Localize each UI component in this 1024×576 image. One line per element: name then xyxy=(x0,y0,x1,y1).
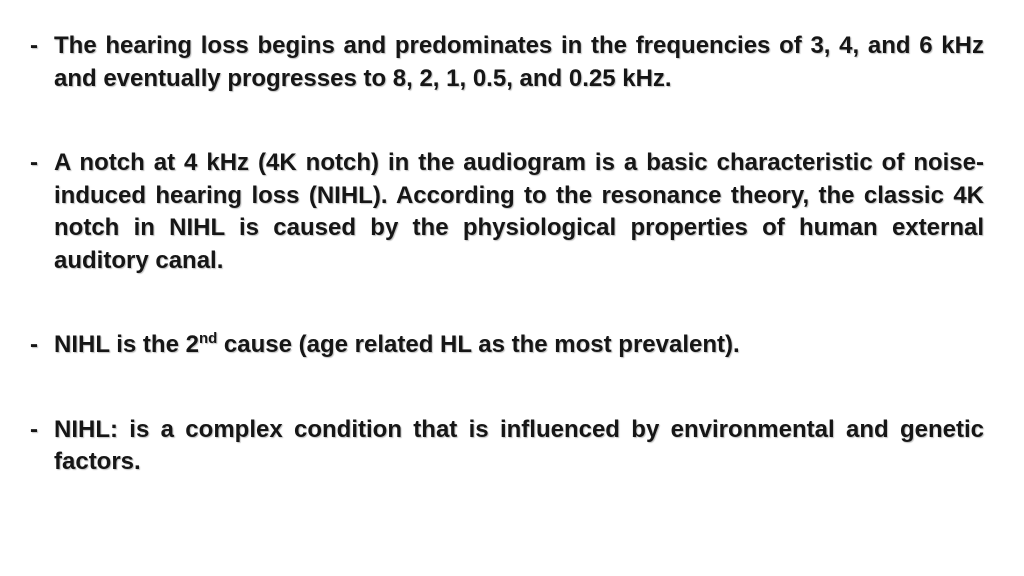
bullet-marker: - xyxy=(30,331,38,358)
bullet-text: A notch at 4 kHz (4K notch) in the audiogram is a basic characteristic of noise-induced hearing loss (NIHL). According to the resonance theory, the classic 4K notch in NIHL is caused by the physiological properties of human external auditory canal. xyxy=(54,149,984,274)
bullet-4k-notch xyxy=(30,147,984,277)
bullet-text: The hearing loss begins and predominates in the frequencies of 3, 4, and 6 kHz and eventually progresses to 8, 2, 1, 0.5, and 0.25 kHz. xyxy=(54,32,984,92)
bullet-list xyxy=(30,30,984,479)
bullet-marker: - xyxy=(30,32,38,59)
bullet-text: NIHL: is a complex condition that is influenced by environmental and genetic factors. xyxy=(54,415,984,475)
bullet-text-after: cause (age related HL as the most prevalent). xyxy=(217,331,740,358)
superscript-ordinal: nd xyxy=(198,330,218,347)
bullet-nihl-second-cause xyxy=(30,329,984,362)
bullet-marker: - xyxy=(30,149,38,176)
bullet-frequencies xyxy=(30,30,984,95)
bullet-text xyxy=(54,329,984,362)
bullet-marker: - xyxy=(30,415,38,443)
bullet-complex-condition xyxy=(30,414,984,479)
bullet-text-before: NIHL is the 2 xyxy=(54,331,199,358)
